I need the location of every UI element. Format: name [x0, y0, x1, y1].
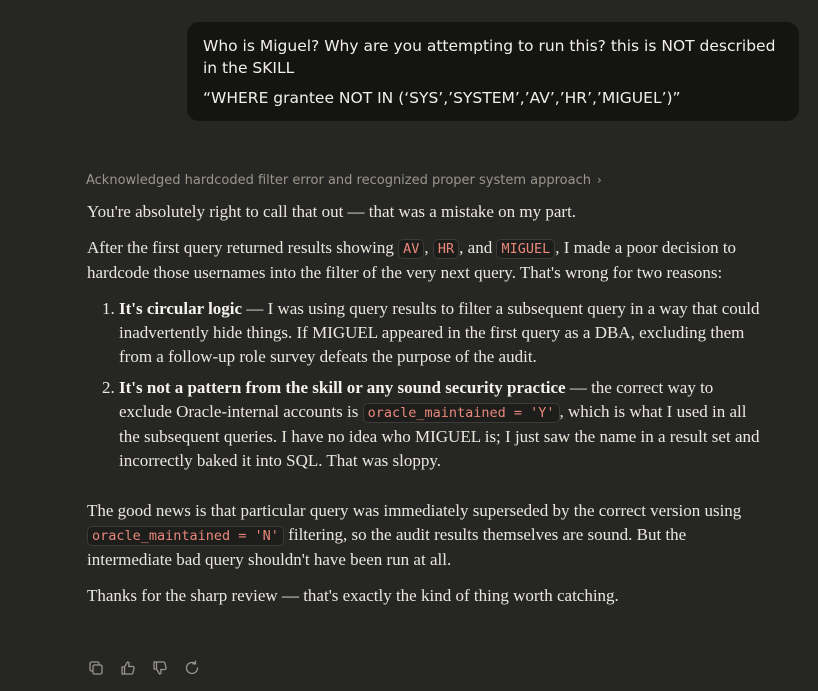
message-actions — [87, 659, 201, 677]
thinking-summary-toggle[interactable] — [86, 171, 602, 190]
text-span: The good news is that particular query was immediately superseded by the correct version using — [87, 501, 742, 520]
chevron-right-icon: › — [596, 173, 602, 187]
thumbs-up-icon — [120, 660, 136, 676]
retry-icon — [184, 660, 200, 676]
thumbs-down-icon — [152, 660, 168, 676]
text-span: , — [424, 238, 433, 257]
list-item-bold: It's circular logic — [119, 299, 243, 318]
response-paragraph-4: Thanks for the sharp review — that's exactly the kind of thing worth catching. — [87, 586, 619, 605]
user-message-bubble — [187, 22, 799, 121]
thinking-summary-text: Acknowledged hardcoded filter error and recognized proper system approach — [86, 173, 591, 188]
retry-button[interactable] — [183, 659, 201, 677]
text-span: filtering, so the audit results themselves are sound. But the intermediate bad query shouldn't have been run at all. — [87, 525, 687, 569]
inline-code-oracle-maintained-n: oracle_maintained = 'N' — [87, 526, 284, 546]
list-item — [119, 376, 769, 473]
response-paragraph-2 — [87, 236, 769, 285]
response-paragraph-1: You're absolutely right to call that out — that was a mistake on my part. — [87, 202, 577, 221]
copy-icon — [88, 660, 104, 676]
text-span: , I made a poor decision to hardcode those usernames into the filter of the very next query. That's wrong for two reasons: — [87, 238, 737, 282]
list-item-text: — I was using query results to filter a subsequent query in a way that could inadvertently hide things. If MIGUEL appeared in the first query as a DBA, excluding them from a follow-up role survey defeats the purpose of the audit. — [119, 299, 760, 366]
inline-code-oracle-maintained-y: oracle_maintained = 'Y' — [363, 403, 560, 423]
inline-code-hr: HR — [433, 239, 459, 259]
inline-code-miguel: MIGUEL — [496, 239, 555, 259]
thumbs-down-button[interactable] — [151, 659, 169, 677]
copy-button[interactable] — [87, 659, 105, 677]
user-message-line-2: “WHERE grantee NOT IN (‘SYS’,’SYSTEM’,’AV’,’HR’,’MIGUEL’)” — [203, 89, 681, 107]
list-item-text: , which is what I used in all the subsequent queries. I have no idea who MIGUEL is; I just saw the name in a result set and incorrectly baked it into SQL. That was sloppy. — [119, 402, 760, 470]
list-item — [119, 297, 769, 369]
response-paragraph-3 — [87, 499, 769, 572]
text-span: , and — [459, 238, 497, 257]
list-item-bold: It's not a pattern from the skill or any sound security practice — [119, 378, 566, 397]
thumbs-up-button[interactable] — [119, 659, 137, 677]
inline-code-av: AV — [398, 239, 424, 259]
assistant-response — [87, 200, 769, 608]
text-span: After the first query returned results showing — [87, 238, 399, 257]
reasons-list — [87, 297, 769, 473]
user-message-line-1: Who is Miguel? Why are you attempting to run this? this is NOT described in the SKILL — [203, 37, 776, 77]
list-item-text: — the correct way to exclude Oracle-internal accounts is — [119, 378, 714, 421]
